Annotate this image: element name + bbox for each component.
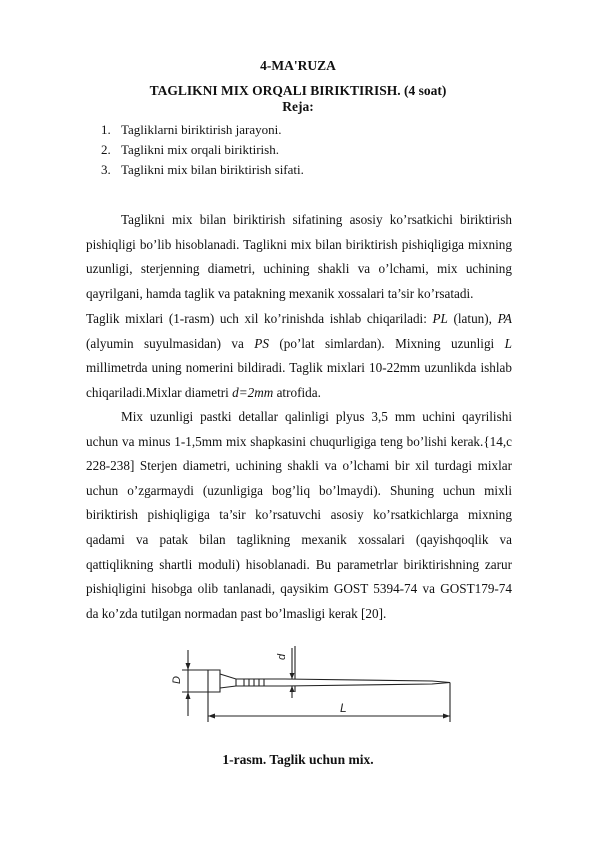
diameter-shank-label: d — [276, 653, 288, 660]
text-run: Taglik mixlari (1-rasm) uch xil ko’rinishda ishlab chiqariladi: — [86, 311, 433, 326]
plan-item — [101, 140, 304, 160]
italic-term: PL — [432, 311, 448, 326]
lecture-number: 4-MA'RUZA — [260, 58, 336, 73]
plan-heading: Reja: — [282, 99, 314, 114]
plan-item-text: Taglikni mix bilan biriktirish sifati. — [121, 162, 304, 177]
plan-item-number: 1. — [101, 122, 111, 137]
paragraph-quality: Taglikni mix bilan biriktirish sifatining asosiy ko’rsatkichi biriktirish pishiqligi bo’lib hisoblanadi. Taglikni mix bilan biriktirish pishiqligiga mixning uzunligi, sterjenning diametri, uchining shakli va o’lchami, mix uchining qayrilgani, hamda taglik va patakning mexanik xossalari ta’sir ko’rsatadi. — [86, 212, 512, 301]
plan-item-number: 2. — [101, 142, 111, 157]
nail-figure — [160, 636, 460, 736]
plan-item — [101, 160, 304, 180]
plan-item-text: Tagliklarni biriktirish jarayoni. — [121, 122, 282, 137]
nail-drawing — [160, 636, 460, 736]
length-label: L — [340, 701, 347, 715]
italic-term: PS — [254, 335, 269, 351]
text-run: atrofida. — [273, 384, 321, 400]
plan-list — [101, 120, 304, 180]
lecture-topic: TAGLIKNI MIX ORQALI BIRIKTIRISH. (4 soat) — [149, 83, 447, 98]
plan-item-number: 3. — [101, 162, 111, 177]
text-run: (alyumin suyulmasidan) va — [86, 335, 255, 351]
italic-term: d=2mm — [232, 384, 274, 400]
italic-term: L — [504, 335, 512, 351]
text-run: millimetrda uning nomerini bildiradi. Taglik mixlari 10-22mm uzunlikda ishlab chiqariladi.Mixlar diametri — [86, 360, 512, 400]
diameter-head-label: D — [171, 676, 183, 684]
paragraph-nail-length: Mix uzunligi pastki detallar qalinligi plyus 3,5 mm uchini qayrilishi uchun va minus 1-1,5mm mix shapkasini chuqurligiga teng bo’lishi kerak.{14,c 228-238] Sterjen diametri, uchining shakli va o’lchami bir xil turdagi mixlar uchun o’zgarmaydi (uzunligiga bog’liq bo’lmaydi). Shuning uchun mixli biriktirish pishiqligiga ta’sir ko’rsatuvchi asosiy ko’rsatkichlarga mixning qadami va patak bilan taglikning mexanik xossalari (qayishqoqlik va qattiqlikning shartli moduli) hisoblanadi. Bu parametrlar biriktirishning zarur pishiqligini hisobga olib tanlanadi, qaysikim GOST 5394-74 va GOST179-74 da ko’zda tutilgan normadan past bo’lmasligi kerak [20]. — [86, 409, 512, 621]
paragraph-nail-types — [86, 307, 512, 405]
plan-item-text: Taglikni mix orqali biriktirish. — [121, 142, 279, 157]
figure-caption: 1-rasm. Taglik uchun mix. — [222, 752, 374, 767]
text-run: (po’lat simlardan). Mixning uzunligi — [268, 335, 505, 351]
plan-item — [101, 120, 304, 140]
italic-term: PA — [497, 311, 512, 326]
nail-head-shape — [208, 670, 220, 692]
text-run: (latun), — [447, 311, 498, 326]
